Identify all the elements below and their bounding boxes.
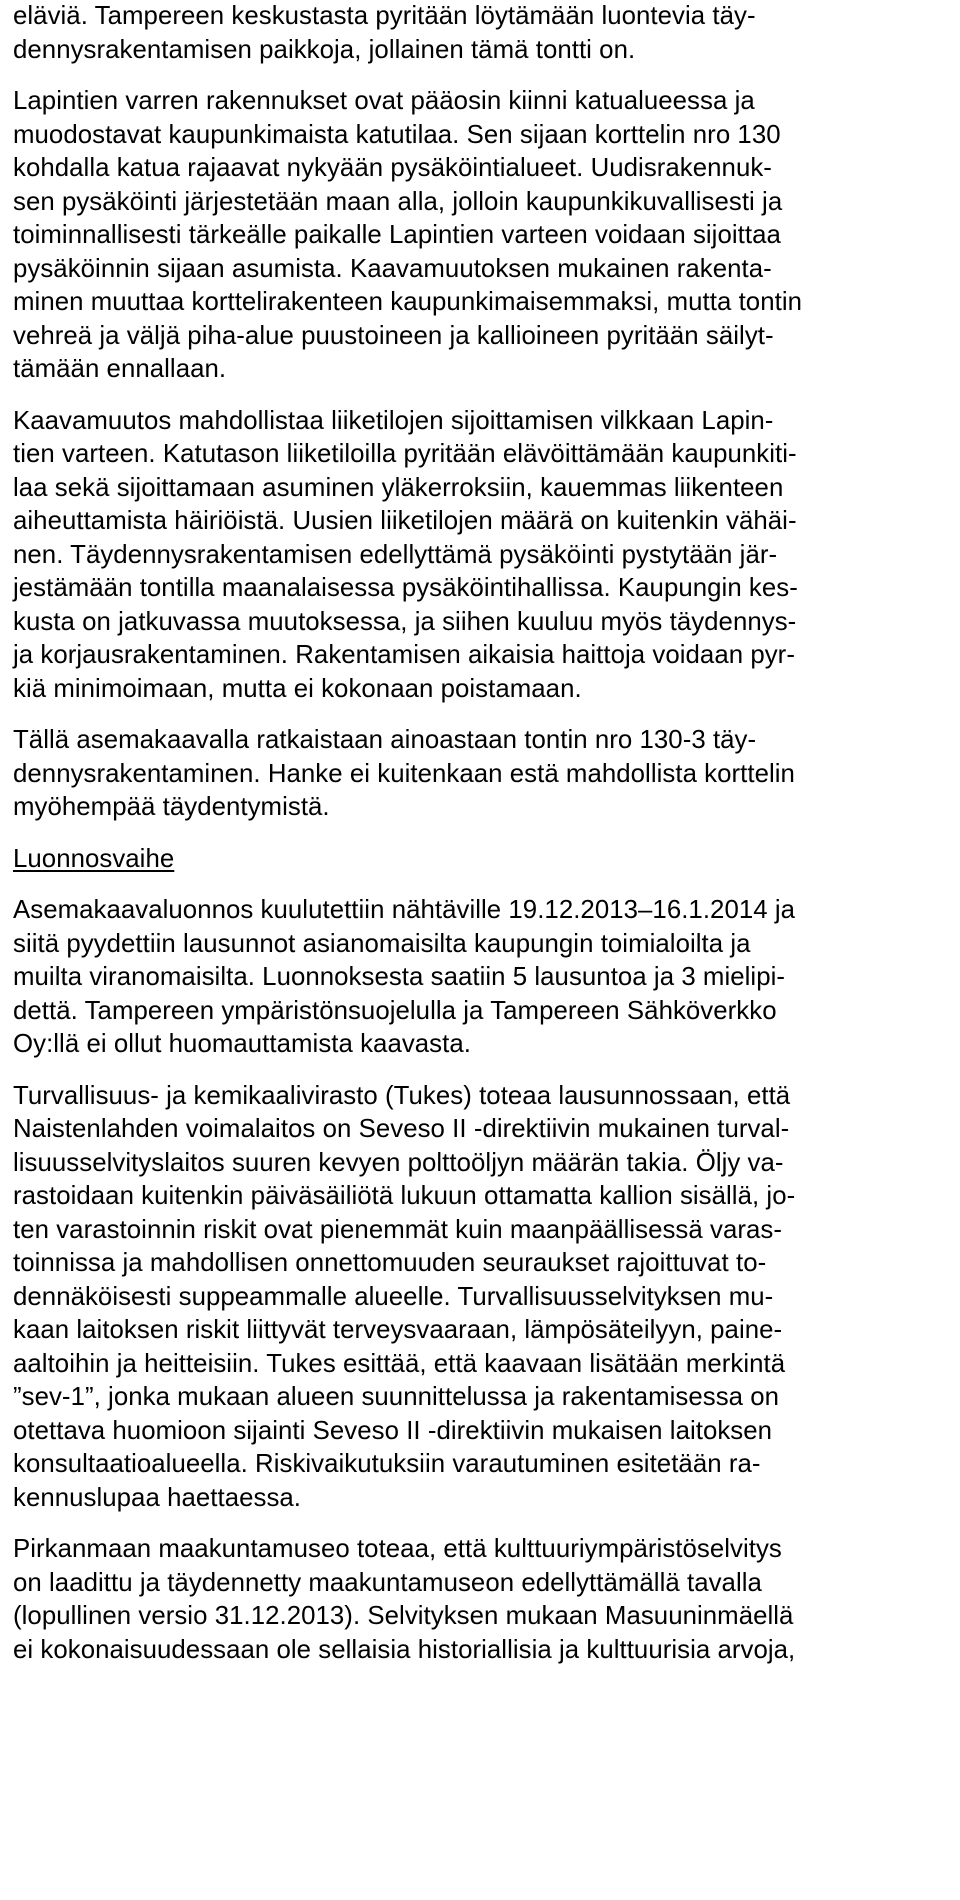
text-line: dettä. Tampereen ympäristönsuojelulla ja Tampereen Sähköverkko (13, 996, 777, 1025)
text-line: tien varteen. Katutason liiketiloilla pyritään elävöittämään kaupunkiti- (13, 440, 797, 468)
text-line: toinnissa ja mahdollisen onnettomuuden seuraukset rajoittuvat to- (13, 1249, 767, 1277)
text-line: Kaavamuutos mahdollistaa liiketilojen sijoittamisen vilkkaan Lapin- (13, 406, 774, 435)
text-line: kusta on jatkuvassa muutoksessa, ja siihen kuuluu myös täydennys- (13, 607, 797, 636)
text-line: myöhempää täydentymistä. (13, 793, 330, 821)
text-line: toiminnallisesti tärkeälle paikalle Lapintien varteen voidaan sijoittaa (13, 221, 781, 249)
section-heading (13, 843, 953, 877)
text-line: aiheuttamista häiriöistä. Uusien liiketilojen määrä on kuitenkin vähäi- (13, 507, 797, 535)
text-line: kohdalla katua rajaavat nykyään pysäköintialueet. Uudisrakennuk- (13, 154, 772, 182)
text-line: kennuslupaa haettaessa. (13, 1483, 302, 1512)
text-line: vehreä ja väljä piha-alue puustoineen ja kallioineen pyritään säilyt- (13, 321, 774, 350)
paragraph (13, 405, 953, 707)
paragraph (13, 1080, 953, 1516)
text-line: pysäköinnin sijaan asumista. Kaavamuutoksen mukainen rakenta- (13, 254, 772, 283)
paragraph (13, 1533, 953, 1667)
text-line: siitä pyydettiin lausunnot asianomaisilta kaupungin toimialoilta ja (13, 929, 751, 958)
text-line: sen pysäköinti järjestetään maan alla, jolloin kaupunkikuvallisesti ja (13, 187, 783, 216)
text-line: kaan laitoksen riskit liittyvät terveysvaaraan, lämpösäteilyyn, paine- (13, 1316, 783, 1344)
text-line: ja korjausrakentaminen. Rakentamisen aikaisia haittoja voidaan pyr- (13, 641, 795, 669)
text-line: ten varastoinnin riskit ovat pienemmät kuin maanpäällisessä varas- (13, 1215, 782, 1244)
text-line: minen muuttaa korttelirakenteen kaupunkimaisemmaksi, mutta tontin (13, 288, 802, 316)
text-line: eläviä. Tampereen keskustasta pyritään löytämään luontevia täy- (13, 2, 756, 30)
text-line: Asemakaavaluonnos kuulutettiin nähtäville 19.12.2013–16.1.2014 ja (13, 896, 796, 924)
text-line: konsultaatioalueella. Riskivaikutuksiin varautuminen esitetään ra- (13, 1450, 761, 1478)
text-line: laa sekä sijoittamaan asuminen yläkerroksiin, kauemmas liikenteen (13, 473, 784, 502)
paragraph (13, 724, 953, 825)
text-line: jestämään tontilla maanalaisessa pysäköintihallissa. Kaupungin kes- (13, 574, 798, 602)
text-line: ei kokonaisuudessaan ole sellaisia historiallisia ja kulttuurisia arvoja, (13, 1635, 796, 1664)
text-line: Naistenlahden voimalaitos on Seveso II -direktiivin mukainen turval- (13, 1115, 790, 1143)
text-line: Oy:llä ei ollut huomauttamista kaavasta. (13, 1030, 471, 1058)
text-line: dennysrakentaminen. Hanke ei kuitenkaan estä mahdollista korttelin (13, 759, 795, 788)
text-line: (lopullinen versio 31.12.2013). Selvityksen mukaan Masuuninmäellä (13, 1602, 794, 1630)
paragraph (13, 0, 953, 67)
text-line: Lapintien varren rakennukset ovat pääosin kiinni katualueessa ja (13, 87, 755, 115)
text-line: rastoidaan kuitenkin päiväsäiliötä lukuun ottamatta kallion sisällä, jo- (13, 1182, 796, 1210)
text-line: dennäköisesti suppeammalle alueelle. Turvallisuusselvityksen mu- (13, 1282, 774, 1311)
text-line: muodostavat kaupunkimaista katutilaa. Sen sijaan korttelin nro 130 (13, 120, 781, 149)
text-line: aaltoihin ja heitteisiin. Tukes esittää, että kaavaan lisätään merkintä (13, 1349, 786, 1378)
paragraph (13, 85, 953, 387)
section-heading-text: Luonnosvaihe (13, 844, 175, 873)
text-line: on laadittu ja täydennetty maakuntamuseon edellyttämällä tavalla (13, 1568, 762, 1597)
text-line: nen. Täydennysrakentamisen edellyttämä pysäköinti pystytään jär- (13, 540, 778, 569)
text-line: otettava huomioon sijainti Seveso II -direktiivin mukaisen laitoksen (13, 1416, 773, 1445)
text-line: tämään ennallaan. (13, 355, 227, 383)
document-page (13, 0, 953, 1667)
text-line: Turvallisuus- ja kemikaalivirasto (Tukes) toteaa lausunnossaan, että (13, 1081, 791, 1110)
paragraph (13, 894, 953, 1062)
text-line: kiä minimoimaan, mutta ei kokonaan poistamaan. (13, 674, 582, 703)
text-line: dennysrakentamisen paikkoja, jollainen tämä tontti on. (13, 35, 636, 64)
text-line: lisuusselvityslaitos suuren kevyen polttoöljyn määrän takia. Öljy va- (13, 1148, 784, 1177)
text-line: Pirkanmaan maakuntamuseo toteaa, että kulttuuriympäristöselvitys (13, 1535, 782, 1563)
text-line: muilta viranomaisilta. Luonnoksesta saatiin 5 lausuntoa ja 3 mielipi- (13, 963, 786, 991)
text-line: ”sev-1”, jonka mukaan alueen suunnittelussa ja rakentamisessa on (13, 1383, 780, 1411)
text-line: Tällä asemakaavalla ratkaistaan ainoastaan tontin nro 130-3 täy- (13, 726, 757, 754)
